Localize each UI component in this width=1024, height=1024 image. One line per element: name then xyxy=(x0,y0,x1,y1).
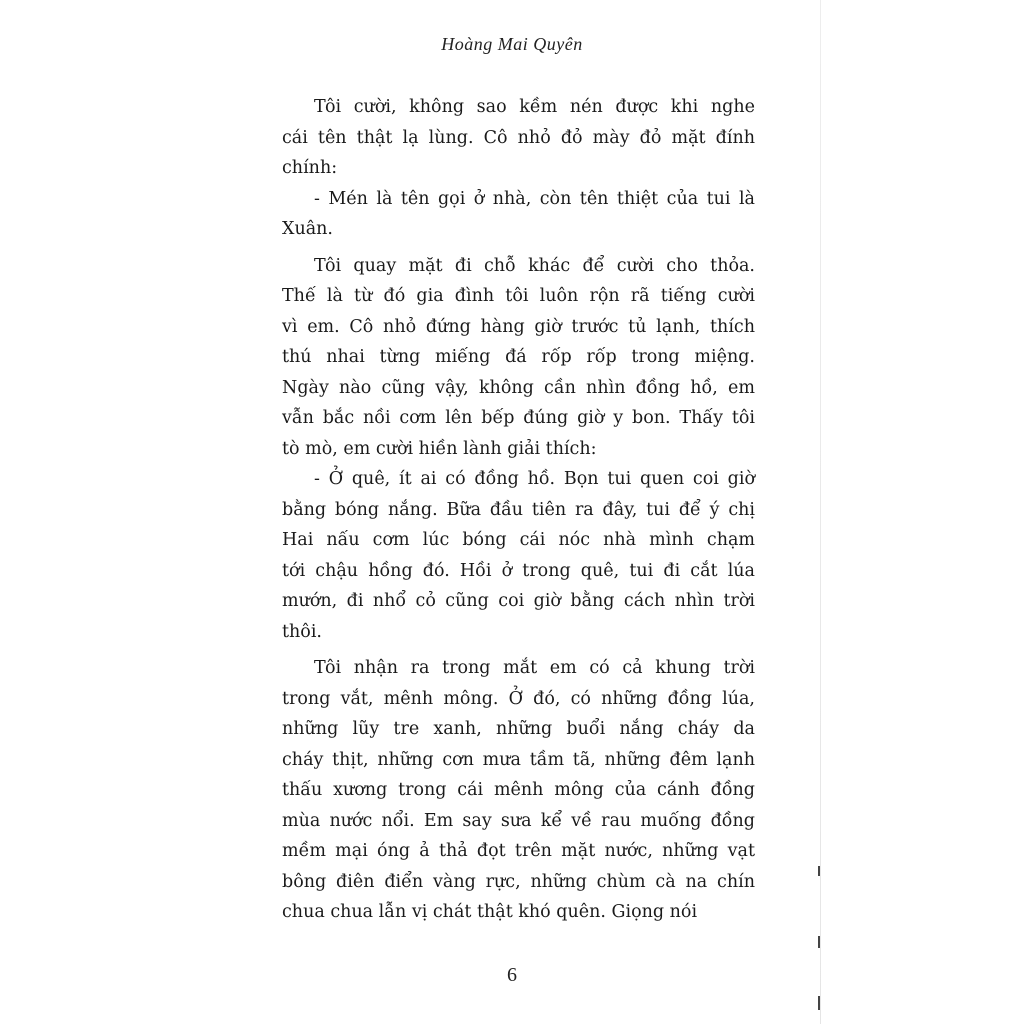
text-line: cái tên thật lạ lùng. Cô nhỏ đỏ mày đỏ mặt đính xyxy=(282,127,755,148)
text-line: Tôi nhận ra trong mắt em có cả khung trời xyxy=(314,658,755,678)
text-line: chính: xyxy=(282,158,338,178)
edge-mark xyxy=(818,866,820,876)
text-line: bằng bóng nắng. Bữa đầu tiên ra đây, tui để ý chị xyxy=(282,499,755,520)
paragraph xyxy=(282,464,755,647)
text-line: Xuân. xyxy=(282,219,333,239)
text-line: những lũy tre xanh, những buổi nắng cháy da xyxy=(282,719,755,739)
text-line: Tôi quay mặt đi chỗ khác để cười cho thỏa. xyxy=(314,255,755,276)
paragraph xyxy=(282,184,755,245)
text-line: Tôi cười, không sao kềm nén được khi nghe xyxy=(314,97,755,117)
text-line: mềm mại óng ả thả đọt trên mặt nước, những vạt xyxy=(282,841,755,861)
paragraph xyxy=(282,92,755,184)
text-line: thú nhai từng miếng đá rốp rốp trong miệng. xyxy=(282,347,755,367)
text-line: tò mò, em cười hiền lành giải thích: xyxy=(282,438,597,459)
paragraph xyxy=(282,251,755,465)
text-line: - Mén là tên gọi ở nhà, còn tên thiệt của tui là xyxy=(314,188,755,209)
text-line: vẫn bắc nồi cơm lên bếp đúng giờ y bon. Thấy tôi xyxy=(282,408,755,428)
text-line: cháy thịt, những cơn mưa tầm tã, những đêm lạnh xyxy=(282,749,755,770)
text-line: Ngày nào cũng vậy, không cần nhìn đồng hồ, em xyxy=(282,377,755,398)
text-line: vì em. Cô nhỏ đứng hàng giờ trước tủ lạnh, thích xyxy=(282,316,755,337)
text-line: Thế là từ đó gia đình tôi luôn rộn rã tiếng cười xyxy=(282,286,755,306)
text-line: Hai nấu cơm lúc bóng cái nóc nhà mình chạm xyxy=(282,530,755,550)
page-number: 6 xyxy=(507,964,517,986)
text-line: chua chua lẫn vị chát thật khó quên. Giọng nói xyxy=(282,902,698,922)
text-line: - Ở quê, ít ai có đồng hồ. Bọn tui quen coi giờ xyxy=(314,469,755,489)
edge-mark xyxy=(818,936,820,948)
text-line: bông điên điển vàng rực, những chùm cà na chín xyxy=(282,871,755,892)
running-header-author: Hoàng Mai Quyên xyxy=(441,34,583,54)
body-text xyxy=(282,92,755,928)
text-line: tới chậu hồng đó. Hồi ở trong quê, tui đi cắt lúa xyxy=(282,560,755,581)
edge-mark xyxy=(818,996,820,1010)
text-line: thôi. xyxy=(282,621,322,642)
text-line: mùa nước nổi. Em say sưa kể về rau muống đồng xyxy=(282,810,755,831)
text-line: trong vắt, mênh mông. Ở đó, có những đồng lúa, xyxy=(282,688,755,709)
page-edge-shadow xyxy=(820,0,821,1024)
text-line: mướn, đi nhổ cỏ cũng coi giờ bằng cách nhìn trời xyxy=(282,591,755,611)
text-line: thấu xương trong cái mênh mông của cánh đồng xyxy=(282,780,755,800)
paragraph xyxy=(282,653,755,928)
